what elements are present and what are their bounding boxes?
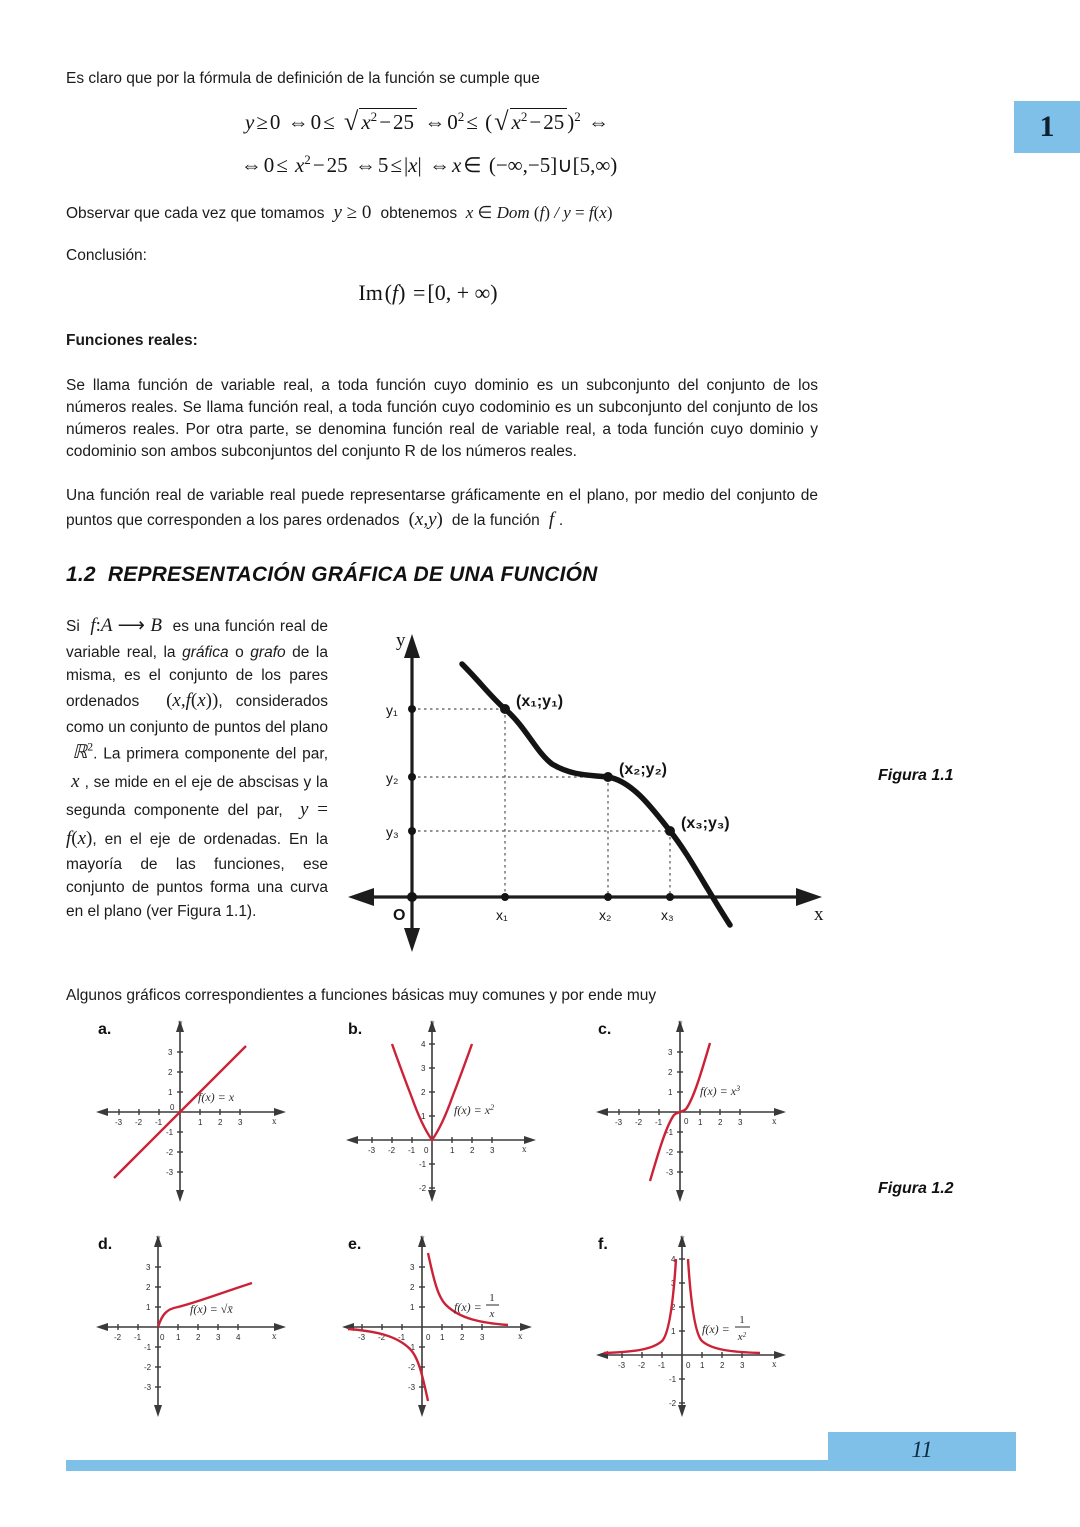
intro-line: Es claro que por la fórmula de definición de la función se cumple que <box>66 70 540 87</box>
svg-text:2: 2 <box>218 1118 223 1127</box>
mini-chart-c <box>592 1014 792 1204</box>
svg-text:-2: -2 <box>408 1363 416 1372</box>
x-axis-arrow-left <box>348 888 374 906</box>
svg-text:3: 3 <box>480 1333 485 1342</box>
lc-t7: , se mide en el eje de abscisas y la segunda componente del par, <box>66 773 329 820</box>
figure-1-1-label: Figura 1.1 <box>878 767 954 784</box>
observation-line <box>66 200 886 227</box>
lc-m1: f:A ⟶ B <box>90 615 163 636</box>
d-x-arrow-right <box>274 1323 286 1331</box>
ytick-y3: y₃ <box>386 824 399 840</box>
svg-text:-2: -2 <box>419 1184 427 1193</box>
lc-t2: es una función real de variable real, la <box>66 618 329 661</box>
svg-text:-3: -3 <box>618 1361 626 1370</box>
b-y-arrow-down <box>428 1190 436 1202</box>
e-axis-label-x: x <box>518 1331 523 1341</box>
e-curve-positive <box>428 1253 508 1325</box>
section-heading <box>66 563 598 587</box>
svg-text:2: 2 <box>196 1333 201 1342</box>
svg-text:1: 1 <box>700 1361 705 1370</box>
function-curve <box>462 664 730 925</box>
figure-1-2-label: Figura 1.2 <box>878 1180 954 1197</box>
lc-m2: (x,f(x)) <box>166 690 219 711</box>
svg-text:-3: -3 <box>144 1383 152 1392</box>
point-label-1: (x₁;y₁) <box>516 693 564 710</box>
f-axis-label-x: x <box>772 1359 777 1369</box>
b-x-arrow-left <box>346 1136 358 1144</box>
observation-math-1: y ≥ 0 <box>333 202 372 223</box>
f-curve-left <box>604 1259 676 1353</box>
funciones-reales-heading: Funciones reales: <box>66 332 198 349</box>
svg-text:1: 1 <box>489 1292 495 1304</box>
f-x-arrow-right <box>774 1351 786 1359</box>
d-axis-label-x: x <box>272 1331 277 1341</box>
svg-text:-1: -1 <box>419 1160 427 1169</box>
point-label-2: (x₂;y₂) <box>619 761 667 778</box>
svg-text:-1: -1 <box>155 1118 163 1127</box>
e-formula-fraction <box>486 1292 499 1320</box>
b-x-arrow-right <box>524 1136 536 1144</box>
lc-t1: Si <box>66 618 80 635</box>
c-x-arrow-right <box>774 1108 786 1116</box>
svg-text:x: x <box>489 1308 495 1320</box>
svg-text:-3: -3 <box>408 1383 416 1392</box>
svg-text:-1: -1 <box>658 1361 666 1370</box>
svg-text:2: 2 <box>410 1283 415 1292</box>
panel-letter-c: c. <box>598 1021 612 1038</box>
svg-text:2: 2 <box>470 1146 475 1155</box>
a-axis-label-y: y <box>178 1018 183 1028</box>
svg-text:3: 3 <box>421 1064 426 1073</box>
figure-1-1-graph <box>340 612 840 962</box>
ytick-y1: y₁ <box>386 702 398 718</box>
xtick-x3: x₃ <box>661 907 674 923</box>
f-y-arrow-down <box>678 1405 686 1417</box>
mini-chart-e <box>342 1229 542 1419</box>
svg-text:3: 3 <box>738 1118 743 1127</box>
lc-t8: , en el eje de ordenadas. <box>92 830 282 848</box>
svg-text:1: 1 <box>168 1088 173 1097</box>
lc-i2: grafo <box>250 643 286 661</box>
svg-text:2: 2 <box>718 1118 723 1127</box>
d-formula: f(x) = √x̄ <box>190 1302 233 1316</box>
svg-text:1: 1 <box>421 1112 426 1121</box>
svg-text:-3: -3 <box>358 1333 366 1342</box>
equation-line-1: y≥0 ⇔0≤ √ $x^2-25$ $\Leftrightarrow 0^2\le$ (√ $x^2-25$ )$^2$ ⇔ <box>245 107 609 136</box>
svg-text:1: 1 <box>450 1146 455 1155</box>
svg-text:-2: -2 <box>669 1399 677 1408</box>
svg-text:1: 1 <box>698 1118 703 1127</box>
axis-label-x: x <box>814 904 824 925</box>
y-axis-arrow-up <box>404 634 420 658</box>
svg-text:3: 3 <box>168 1048 173 1057</box>
a-formula: f(x) = x <box>198 1090 235 1104</box>
y-axis-arrow-down <box>404 928 420 952</box>
svg-text:3: 3 <box>410 1263 415 1272</box>
svg-text:0: 0 <box>170 1103 175 1112</box>
svg-text:3: 3 <box>740 1361 745 1370</box>
section-number: 1.2 <box>66 563 96 586</box>
svg-text:-1: -1 <box>408 1146 416 1155</box>
point-label-3: (x₃;y₃) <box>681 815 730 832</box>
svg-text:-1: -1 <box>666 1128 674 1137</box>
lc-m3: ℝ$^2$ <box>66 740 94 764</box>
a-x-arrow-left <box>96 1108 108 1116</box>
panel-letter-d: d. <box>98 1236 113 1253</box>
e-x-arrow-right <box>520 1323 532 1331</box>
svg-text:-3: -3 <box>368 1146 376 1155</box>
observation-prefix: Observar que cada vez que tomamos <box>66 205 325 222</box>
svg-text:4: 4 <box>671 1255 676 1264</box>
svg-text:4: 4 <box>421 1040 426 1049</box>
a-axis-label-x: x <box>272 1116 277 1126</box>
svg-text:0: 0 <box>160 1333 165 1342</box>
equation-line-2: ⇔0≤ $x^2-25$ ⇔5≤|x| ⇔x∈ (−∞,−5]∪[5,∞) <box>240 152 618 177</box>
panel-letter-f: f. <box>598 1236 608 1253</box>
svg-text:1: 1 <box>146 1303 151 1312</box>
svg-text:2: 2 <box>720 1361 725 1370</box>
funciones-reales-paragraph-2 <box>66 485 818 534</box>
mini-chart-b <box>342 1014 542 1204</box>
c-formula: $f(x) = x^3$ <box>700 1084 741 1098</box>
svg-text:-2: -2 <box>114 1333 122 1342</box>
svg-text:1: 1 <box>440 1333 445 1342</box>
svg-text:-3: -3 <box>166 1168 174 1177</box>
d-x-arrow-left <box>96 1323 108 1331</box>
equation-line-3: Im (f) =[0, + ∞) <box>358 280 498 305</box>
svg-text:1: 1 <box>671 1327 676 1336</box>
figure11-description <box>66 612 328 923</box>
lc-t9: En la mayoría de las funciones, ese conjunto de puntos forma una curva en el plano (ver Figura 1.1). <box>66 830 328 920</box>
svg-text:1: 1 <box>668 1088 673 1097</box>
algunos-graficos-text: Algunos gráficos correspondientes a funciones básicas muy comunes y por ende muy <box>66 987 657 1004</box>
svg-text:-2: -2 <box>635 1118 643 1127</box>
projection-lines <box>412 709 670 897</box>
marked-points <box>407 704 675 902</box>
svg-text:1: 1 <box>198 1118 203 1127</box>
paragraph2-part-a: Una función real de variable real puede representarse gráficamente en el plano, por medio del conjunto de puntos que corresponden a los pares ordenados <box>66 487 818 529</box>
lc-t6: . La primera componente del par, <box>93 745 328 763</box>
svg-text:3: 3 <box>238 1118 243 1127</box>
svg-text:-1: -1 <box>408 1343 416 1352</box>
paragraph2-math-f: f <box>548 509 555 530</box>
svg-text:-1: -1 <box>144 1343 152 1352</box>
c-axis-label-x: x <box>772 1116 777 1126</box>
origin-label: O <box>393 907 406 924</box>
svg-text:2: 2 <box>668 1068 673 1077</box>
panel-letter-e: e. <box>348 1236 362 1253</box>
svg-text:x2: $x^2$ <box>737 1331 747 1343</box>
svg-text:3: 3 <box>146 1263 151 1272</box>
lc-t3: o <box>235 643 244 661</box>
mini-chart-d <box>92 1229 292 1419</box>
chapter-badge: 1 <box>1014 101 1080 153</box>
svg-text:0: 0 <box>426 1333 431 1342</box>
panel-letter-b: b. <box>348 1021 363 1038</box>
d-y-arrow-down <box>154 1405 162 1417</box>
page-number: 11 <box>828 1432 1016 1468</box>
svg-text:0: 0 <box>686 1361 691 1370</box>
lc-m4: x <box>71 770 80 792</box>
svg-text:-3: -3 <box>615 1118 623 1127</box>
svg-text:-1: -1 <box>398 1333 406 1342</box>
e-y-arrow-down <box>418 1405 426 1417</box>
svg-text:-1: -1 <box>166 1128 174 1137</box>
svg-text:2: 2 <box>671 1303 676 1312</box>
svg-text:2: 2 <box>421 1088 426 1097</box>
paragraph2-math-pair: (x,y) <box>408 509 443 530</box>
lc-m5: y = f(x) <box>66 799 329 849</box>
f-axis-label-y: y <box>680 1233 685 1243</box>
svg-text:2: 2 <box>168 1068 173 1077</box>
svg-text:2: 2 <box>146 1283 151 1292</box>
a-x-arrow-right <box>274 1108 286 1116</box>
e-formula-base: f(x) = <box>454 1300 482 1314</box>
funciones-reales-paragraph-1: Se llama función de variable real, a toda función cuyo dominio es un subconjunto del conjunto de los números reales. Se llama función real, a toda función cuyo codominio es un subconjunto del conjunto de los números reales. Por otra parte, se denomina función real de variable real, a toda función cuyo dominio y codominio son ambos subconjuntos del conjunto R de los números reales. <box>66 377 818 460</box>
b-axis-label-y: y <box>430 1018 435 1028</box>
svg-text:3: 3 <box>216 1333 221 1342</box>
svg-text:-1: -1 <box>655 1118 663 1127</box>
svg-text:1: 1 <box>410 1303 415 1312</box>
observation-middle: obtenemos <box>380 205 458 222</box>
svg-text:3: 3 <box>490 1146 495 1155</box>
mini-chart-f <box>592 1229 792 1419</box>
svg-text:1: 1 <box>739 1314 745 1326</box>
svg-text:1: 1 <box>176 1333 181 1342</box>
svg-text:-1: -1 <box>669 1375 677 1384</box>
lc-i1: gráfica <box>182 643 229 661</box>
a-y-arrow-down <box>176 1190 184 1202</box>
svg-text:-1: -1 <box>134 1333 142 1342</box>
paragraph2-period: . <box>558 512 564 529</box>
paragraph2-part-b: de la función <box>451 512 540 529</box>
b-formula: $f(x) = x^2$ <box>454 1103 495 1117</box>
f-curve-right <box>688 1259 760 1353</box>
svg-text:-2: -2 <box>638 1361 646 1370</box>
e-axis-label-y: y <box>420 1233 425 1243</box>
b-axis-label-x: x <box>522 1144 527 1154</box>
conclusion-label: Conclusión: <box>66 247 147 264</box>
observation-math-2: x ∈ Dom (f) / y = f(x) <box>465 203 613 222</box>
svg-text:3: 3 <box>668 1048 673 1057</box>
mini-chart-a <box>92 1014 292 1204</box>
axis-label-y: y <box>396 630 406 651</box>
svg-text:0: 0 <box>684 1117 689 1126</box>
panel-letter-a: a. <box>98 1021 112 1038</box>
c-x-arrow-left <box>596 1108 608 1116</box>
xtick-x1: x₁ <box>496 907 508 923</box>
xtick-x2: x₂ <box>599 907 612 923</box>
c-axis-label-y: y <box>678 1018 683 1028</box>
svg-text:-2: -2 <box>166 1148 174 1157</box>
svg-text:-2: -2 <box>666 1148 674 1157</box>
svg-text:2: 2 <box>460 1333 465 1342</box>
svg-text:-2: -2 <box>144 1363 152 1372</box>
svg-text:-3: -3 <box>666 1168 674 1177</box>
svg-text:0: 0 <box>424 1146 429 1155</box>
c-y-arrow-down <box>676 1190 684 1202</box>
f-formula-fraction <box>735 1314 750 1343</box>
svg-text:4: 4 <box>236 1333 241 1342</box>
d-axis-label-y: y <box>156 1233 161 1243</box>
svg-text:-2: -2 <box>135 1118 143 1127</box>
ytick-y2: y₂ <box>386 770 399 786</box>
section-title: REPRESENTACIÓN GRÁFICA DE UNA FUNCIÓN <box>107 563 598 586</box>
svg-text:-2: -2 <box>378 1333 386 1342</box>
svg-text:3: 3 <box>671 1279 676 1288</box>
svg-text:-2: -2 <box>388 1146 396 1155</box>
svg-text:-3: -3 <box>115 1118 123 1127</box>
lc-t4: de la misma, es el conjunto de los pares ordenados <box>66 643 328 710</box>
lc-t5: , considerados como un conjunto de puntos del plano <box>66 693 329 736</box>
f-formula-base: f(x) = <box>702 1322 730 1336</box>
